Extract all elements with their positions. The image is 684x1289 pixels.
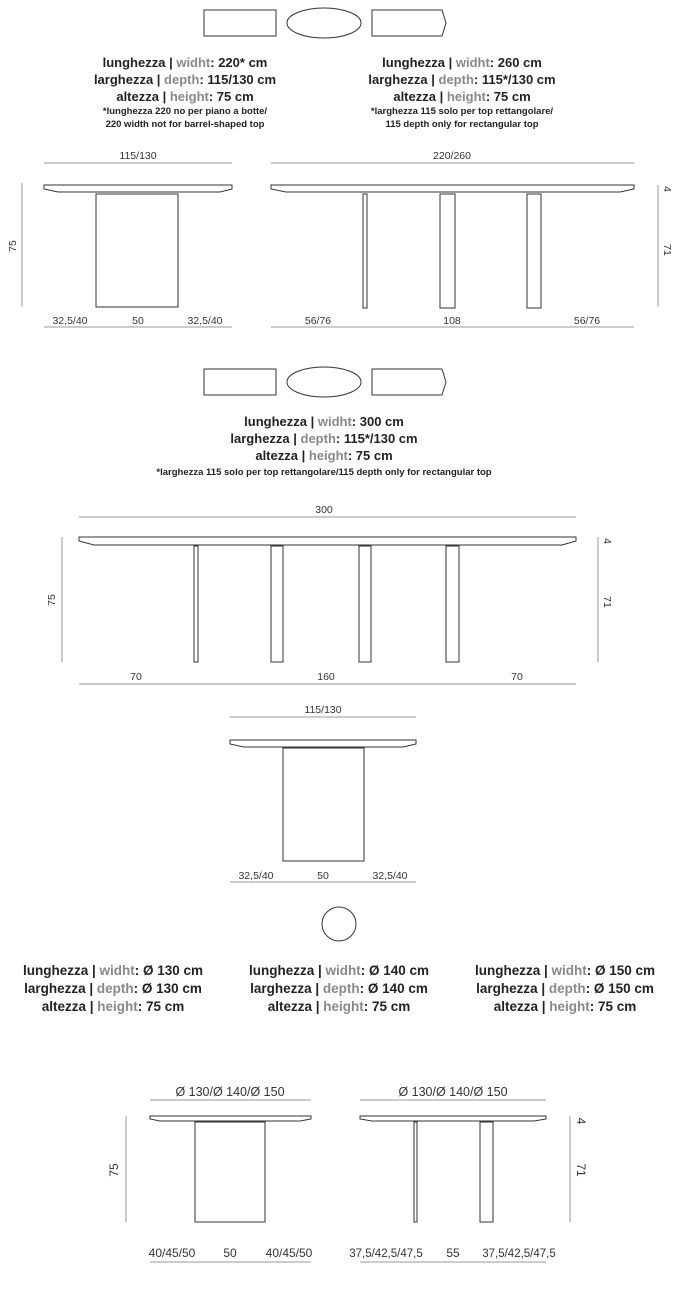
spec-block-220: [70, 54, 300, 131]
rectangular-top-icon: [204, 369, 276, 395]
dim-label: Ø 130/Ø 140/Ø 150: [175, 1085, 285, 1099]
spec-line: larghezza | depth: 115*/130 cm: [230, 431, 418, 446]
round-side-view-b: [360, 1100, 570, 1262]
spec-block-round-140: [228, 962, 450, 1016]
spec-line: larghezza | depth: 115/130 cm: [93, 72, 277, 87]
dim-label: 55: [446, 1246, 460, 1260]
oval-top-icon: [287, 367, 361, 397]
barrel-top-icon: [372, 369, 446, 395]
spec-line: altezza | height: 75 cm: [267, 999, 411, 1014]
dim-label: 50: [132, 315, 144, 327]
spec-note: *lunghezza 220 no per piano a botte/: [102, 106, 268, 117]
dim-label: 75: [107, 1163, 121, 1177]
spec-block-round-130: [2, 962, 224, 1016]
dim-label: 37,5/42,5/47,5: [349, 1248, 423, 1260]
spec-line: lunghezza | widht: 260 cm: [382, 55, 542, 70]
dim-label: 70: [130, 671, 142, 683]
rectangular-top-icon: [204, 10, 276, 36]
round-top-icon: [322, 907, 356, 941]
side-view-115-130-b: [230, 717, 416, 882]
spec-line: larghezza | depth: Ø 130 cm: [24, 981, 202, 996]
dim-label: 220/260: [433, 150, 471, 162]
dim-label: 56/76: [304, 315, 332, 327]
dim-label: 4: [601, 538, 613, 544]
round-side-view-a: [126, 1100, 311, 1262]
spec-line: larghezza | depth: 115*/130 cm: [368, 72, 556, 87]
spec-line: larghezza | depth: Ø 150 cm: [476, 981, 654, 996]
spec-line: lunghezza | widht: 300 cm: [244, 414, 404, 429]
dim-label: 71: [574, 1163, 588, 1177]
spec-line: lunghezza | widht: Ø 150 cm: [474, 963, 656, 978]
spec-block-round-150: [454, 962, 676, 1016]
spec-note: *larghezza 115 solo per top rettangolare/: [370, 106, 554, 117]
front-view-300: [62, 517, 598, 684]
dim-label: 32,5/40: [52, 315, 88, 327]
spec-line: altezza | height: 75 cm: [116, 89, 254, 104]
dim-label: 160: [317, 671, 335, 683]
spec-line: lunghezza | widht: 220* cm: [102, 55, 268, 70]
spec-note: 115 depth only for rectangular top: [385, 119, 539, 130]
spec-line: altezza | height: 75 cm: [41, 999, 185, 1014]
dim-label: 71: [601, 596, 613, 608]
dim-label: 50: [223, 1246, 237, 1260]
dim-label: 37,5/42,5/47,5: [482, 1248, 556, 1260]
dim-label: 40/45/50: [148, 1246, 196, 1260]
spec-line: altezza | height: 75 cm: [393, 89, 531, 104]
spec-line: lunghezza | widht: Ø 130 cm: [22, 963, 204, 978]
spec-note: 220 width not for barrel-shaped top: [105, 119, 265, 130]
dim-label: 115/130: [119, 150, 157, 162]
dim-label: 75: [46, 594, 58, 606]
dim-label: 40/45/50: [265, 1246, 313, 1260]
dim-label: 32,5/40: [187, 315, 223, 327]
spec-line: altezza | height: 75 cm: [493, 999, 637, 1014]
spec-line: altezza | height: 75 cm: [255, 448, 393, 463]
dim-label: 71: [661, 244, 673, 256]
dim-label: 56/76: [573, 315, 601, 327]
dim-label: 4: [661, 186, 673, 192]
dim-label: 115/130: [304, 704, 342, 716]
dim-label: 108: [443, 315, 461, 327]
oval-top-icon: [287, 8, 361, 38]
spec-line: lunghezza | widht: Ø 140 cm: [248, 963, 430, 978]
side-view-115-130: [22, 163, 232, 327]
dim-label: 32,5/40: [372, 870, 408, 882]
dim-label: 4: [574, 1117, 588, 1125]
dim-label: 70: [511, 671, 523, 683]
dim-label: 75: [7, 240, 19, 252]
dim-label: Ø 130/Ø 140/Ø 150: [398, 1085, 508, 1099]
front-view-220-260: [271, 163, 658, 327]
dim-label: 300: [315, 504, 333, 516]
spec-block-260: [342, 54, 582, 131]
spec-line: larghezza | depth: Ø 140 cm: [250, 981, 428, 996]
dim-label: 32,5/40: [238, 870, 274, 882]
dim-label: 50: [317, 870, 329, 882]
spec-block-300: [92, 413, 556, 479]
barrel-top-icon: [372, 10, 446, 36]
spec-note: *larghezza 115 solo per top rettangolare/115 depth only for rectangular top: [156, 467, 492, 478]
